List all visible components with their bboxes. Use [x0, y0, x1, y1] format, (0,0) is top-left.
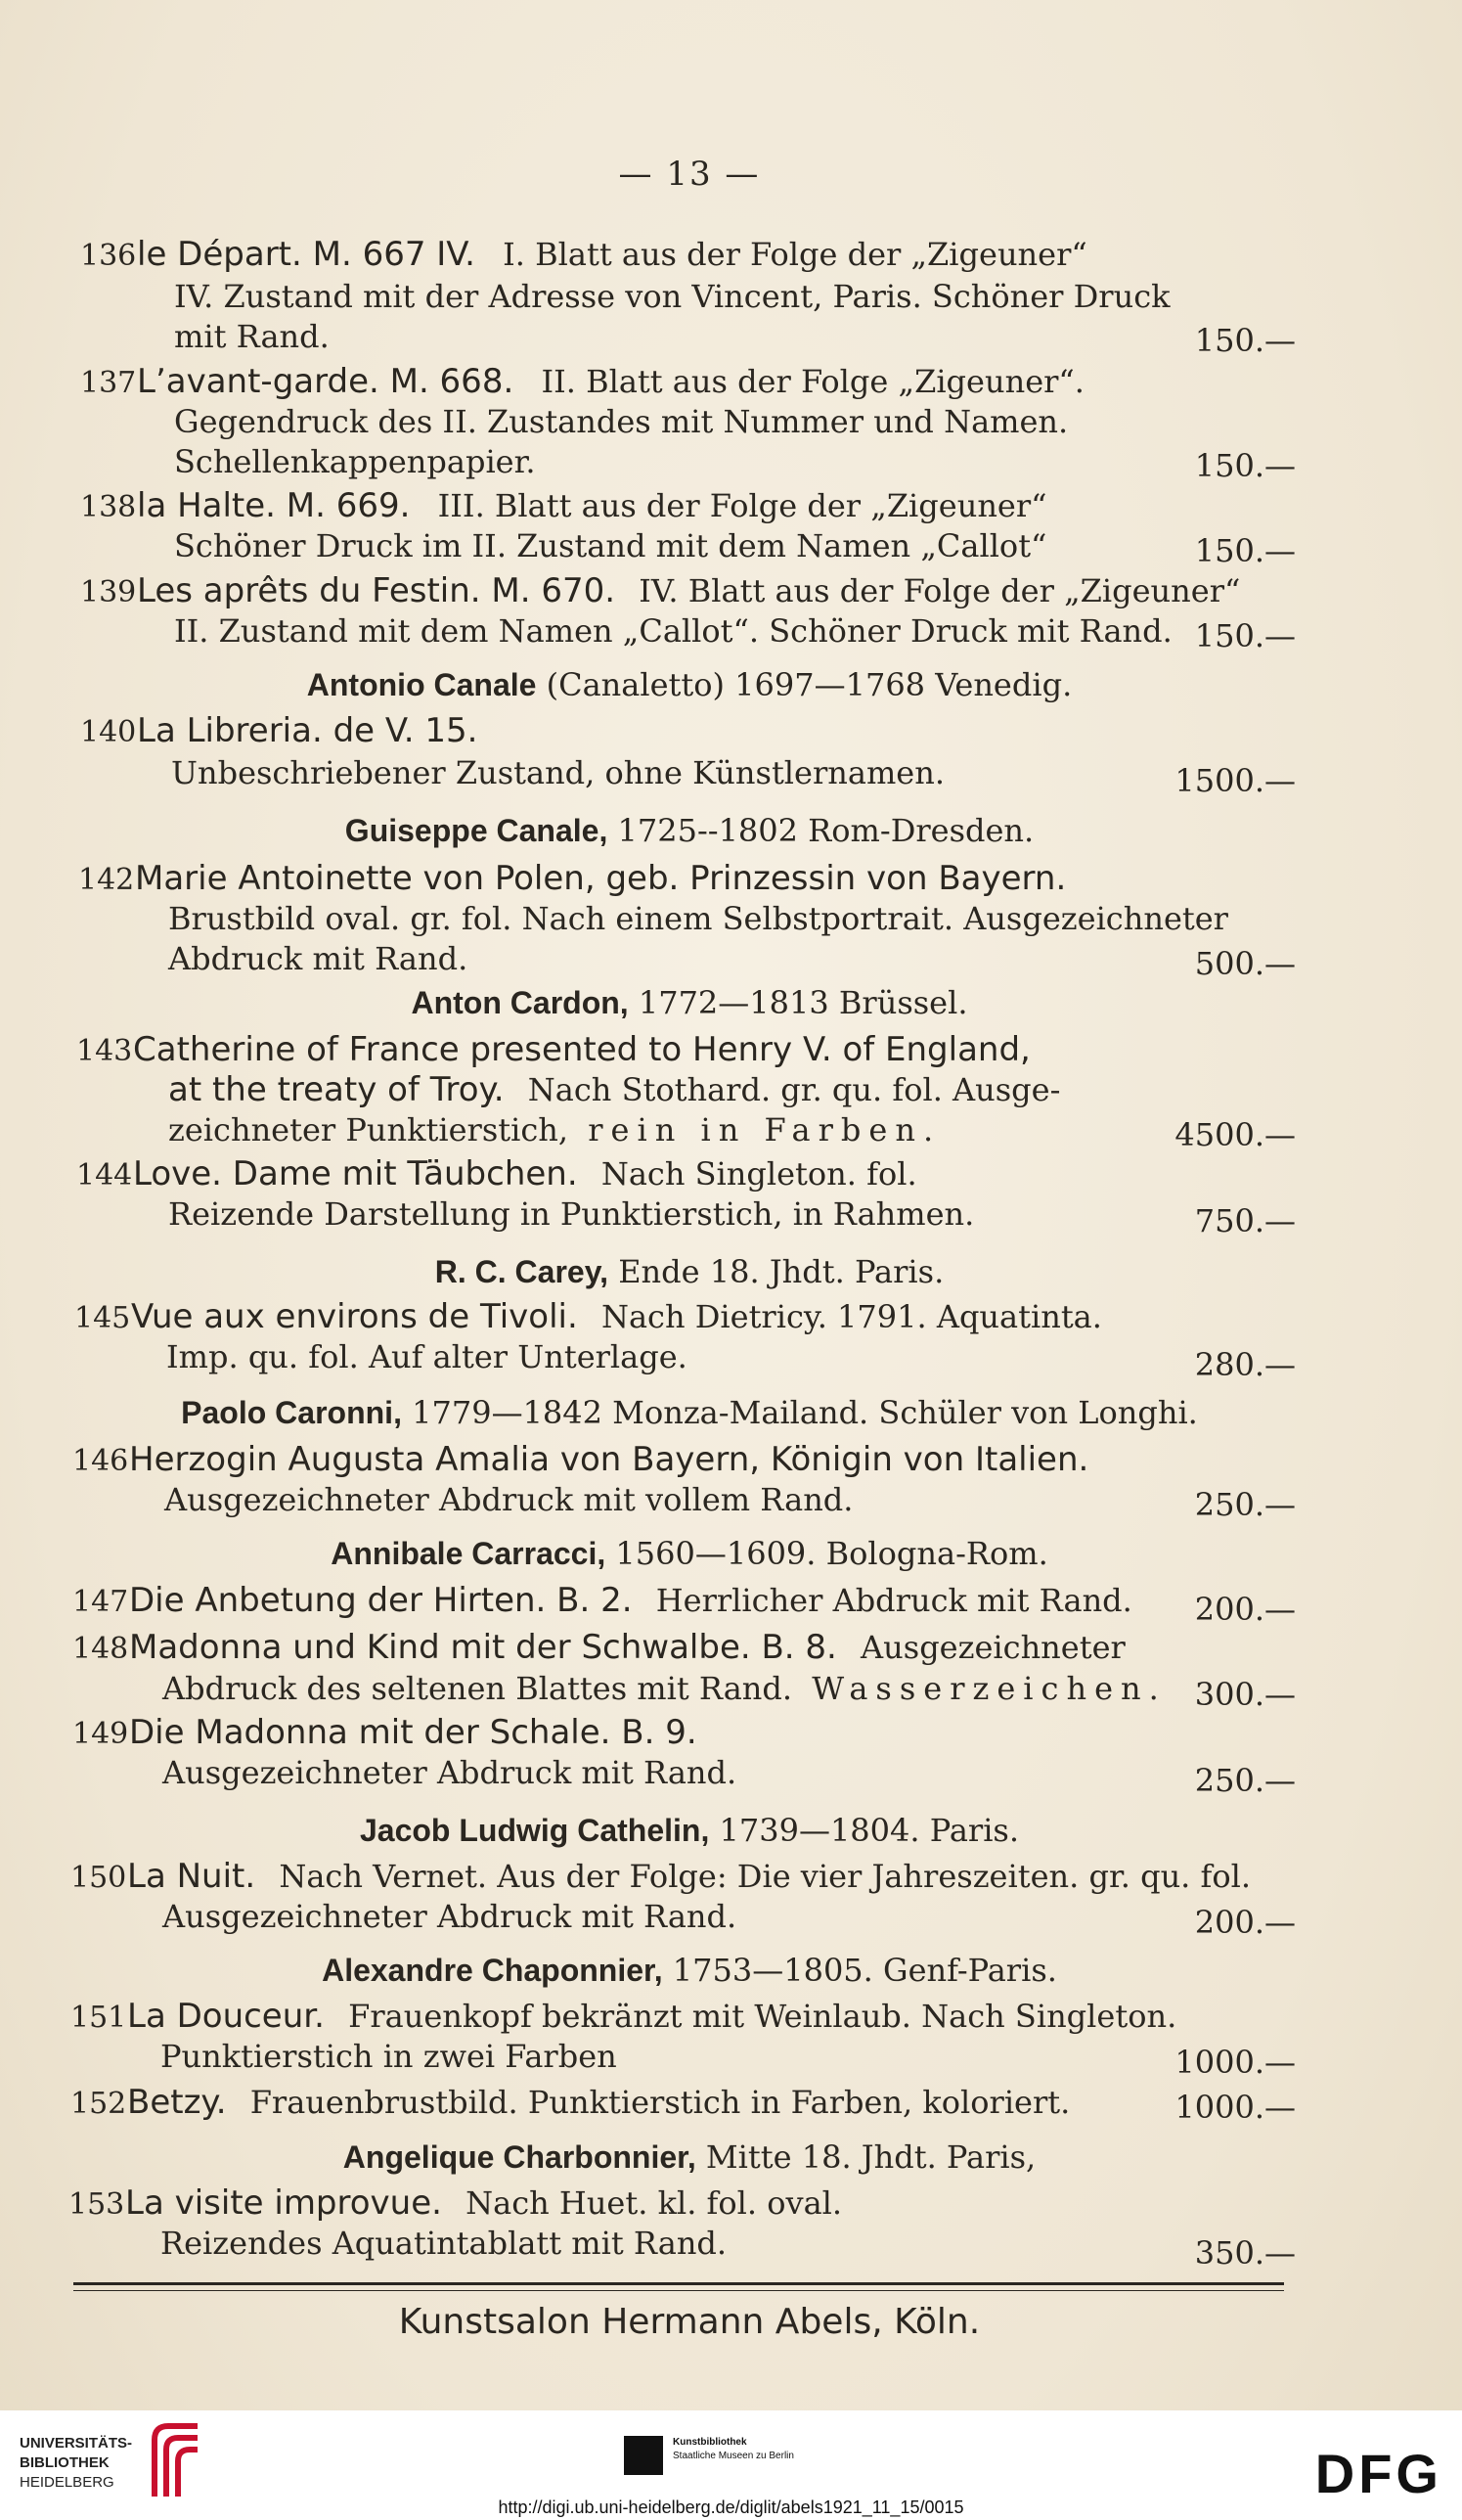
lot-title: Vue aux environs de Tivoli.: [131, 1297, 578, 1336]
list-item: [80, 571, 1240, 612]
lot-price: 250.—: [1194, 1486, 1296, 1523]
lot-text: Reizende Darstellung in Punktierstich, in Rahmen.: [168, 1195, 975, 1233]
artist-name: Paolo Caronni,: [181, 1395, 402, 1430]
artist-dates: 1772—1813 Brüssel.: [638, 984, 968, 1021]
ub-emblem-icon: [147, 2420, 205, 2502]
lot-text: Abdruck des seltenen Blattes mit Rand.: [162, 1670, 793, 1707]
kb-logo-line: Staatliche Museen zu Berlin: [673, 2451, 794, 2461]
artist-dates: (Canaletto) 1697—1768 Venedig.: [546, 666, 1073, 703]
lot-text: Frauenkopf bekränzt mit Weinlaub. Nach Singleton.: [348, 1998, 1177, 2035]
lot-text: Ausgezeichneter Abdruck mit vollem Rand.: [164, 1481, 854, 1518]
lot-text: Punktierstich in zwei Farben: [160, 2038, 617, 2075]
lot-title: le Départ. M. 667 IV.: [137, 235, 475, 274]
lot-text: Gegendruck des II. Zustandes mit Nummer und Namen.: [174, 403, 1069, 440]
artist-heading: [0, 1252, 1379, 1291]
lot-number: 148: [72, 1632, 129, 1666]
lot-title: Love. Dame mit Täubchen.: [133, 1154, 578, 1193]
dfg-logo: DFG: [1314, 2443, 1442, 2504]
artist-heading: [0, 2138, 1379, 2177]
lot-number: 152: [70, 2087, 127, 2121]
lot-title: Die Madonna mit der Schale. B. 9.: [129, 1713, 697, 1752]
lot-text: Wasserzeichen.: [812, 1670, 1167, 1707]
lot-title: at the treaty of Troy.: [168, 1070, 505, 1109]
footer-imprint: Kunstsalon Hermann Abels, Köln.: [398, 2302, 981, 2342]
lot-price: 150.—: [1194, 532, 1296, 569]
lot-text: Ausgezeichneter Abdruck mit Rand.: [162, 1754, 737, 1791]
lot-price: 150.—: [1194, 447, 1296, 484]
artist-name: Antonio Canale: [306, 667, 537, 702]
artist-heading: [0, 665, 1379, 704]
lot-number: 143: [76, 1034, 133, 1068]
lot-text: Abdruck mit Rand.: [168, 940, 468, 977]
list-item: [70, 1997, 1176, 2038]
lot-title: la Halte. M. 669.: [137, 486, 411, 525]
artist-heading: [0, 1393, 1379, 1432]
lot-number: 136: [80, 239, 137, 273]
list-item: [80, 362, 1085, 403]
list-item: [162, 1669, 1167, 1708]
lot-number: 147: [72, 1585, 129, 1619]
artist-dates: 1560—1609. Bologna-Rom.: [615, 1535, 1048, 1572]
lot-price: 280.—: [1194, 1346, 1296, 1383]
lot-title: Les aprêts du Festin. M. 670.: [137, 571, 616, 610]
lot-text: Nach Stothard. gr. qu. fol. Ausge-: [527, 1071, 1061, 1108]
lot-price: 150.—: [1194, 322, 1296, 359]
ub-logo-line: BIBLIOTHEK: [20, 2454, 110, 2471]
ub-heidelberg-logo: [20, 2434, 132, 2493]
lot-text: Nach Huet. kl. fol. oval.: [465, 2184, 843, 2222]
lot-title: Herzogin Augusta Amalia von Bayern, Königin von Italien.: [129, 1440, 1089, 1479]
lot-text: II. Blatt aus der Folge „Zigeuner“.: [541, 363, 1085, 400]
artist-name: Annibale Carracci,: [331, 1536, 606, 1571]
lot-price: 200.—: [1194, 1904, 1296, 1941]
lot-number: 139: [80, 575, 137, 609]
lot-price: 200.—: [1194, 1591, 1296, 1628]
lot-text: rein in Farben.: [588, 1111, 942, 1148]
lot-number: 138: [80, 490, 137, 524]
lot-title: Die Anbetung der Hirten. B. 2.: [129, 1581, 633, 1620]
list-item: [78, 859, 1066, 900]
artist-name: Jacob Ludwig Cathelin,: [359, 1813, 710, 1848]
list-item: [80, 711, 477, 752]
lot-title: La Libreria. de V. 15.: [137, 711, 478, 750]
list-item: [70, 1857, 1251, 1898]
lot-price: 1500.—: [1174, 762, 1296, 799]
page-number: — 13 —: [618, 155, 761, 194]
lot-text: zeichneter Punktierstich,: [168, 1111, 569, 1148]
artist-heading: [0, 811, 1379, 850]
lot-number: 153: [68, 2187, 125, 2222]
lot-text: Ausgezeichneter Abdruck mit Rand.: [162, 1898, 737, 1935]
lot-text: Ausgezeichneter: [861, 1629, 1126, 1666]
artist-name: Guiseppe Canale,: [344, 813, 608, 848]
artist-name: Alexandre Chaponnier,: [322, 1953, 663, 1988]
list-item: [72, 1628, 1126, 1669]
lot-title: Betzy.: [127, 2083, 227, 2122]
list-item: [168, 1110, 941, 1149]
lot-title: Madonna und Kind mit der Schwalbe. B. 8.: [129, 1628, 837, 1667]
digitization-bar: [0, 2410, 1462, 2520]
list-item: [80, 486, 1047, 527]
kb-logo-line: Kunstbibliothek: [673, 2437, 747, 2448]
artist-dates: 1739—1804. Paris.: [719, 1812, 1020, 1849]
lot-text: mit Rand.: [174, 318, 330, 355]
ub-logo-line: UNIVERSITÄTS-: [20, 2435, 133, 2452]
lot-title: Catherine of France presented to Henry V. of England,: [133, 1030, 1031, 1069]
artist-dates: 1725--1802 Rom-Dresden.: [617, 812, 1035, 849]
lot-title: La Nuit.: [127, 1857, 256, 1896]
artist-heading: [0, 1534, 1379, 1573]
kunstbibliothek-emblem-icon: [624, 2436, 663, 2475]
list-item: [70, 2083, 1070, 2124]
lot-text: Schellenkappenpapier.: [174, 443, 536, 480]
lot-text: IV. Blatt aus der Folge der „Zigeuner“: [639, 572, 1241, 609]
list-item: [72, 1713, 697, 1754]
artist-dates: Ende 18. Jhdt. Paris.: [618, 1253, 945, 1290]
lot-text: IV. Zustand mit der Adresse von Vincent, Paris. Schöner Druck: [174, 278, 1171, 315]
list-item: [168, 1070, 1060, 1109]
lot-price: 250.—: [1194, 1762, 1296, 1799]
lot-text: Nach Vernet. Aus der Folge: Die vier Jahreszeiten. gr. qu. fol.: [279, 1858, 1252, 1895]
list-item: [68, 2183, 842, 2225]
artist-name: R. C. Carey,: [434, 1254, 609, 1289]
lot-number: 142: [78, 863, 135, 897]
lot-text: II. Zustand mit dem Namen „Callot“. Schöner Druck mit Rand.: [174, 612, 1173, 650]
artist-name: Anton Cardon,: [411, 985, 629, 1020]
lot-number: 150: [70, 1861, 127, 1895]
lot-text: Schöner Druck im II. Zustand mit dem Namen „Callot“: [174, 527, 1047, 564]
lot-title: Marie Antoinette von Polen, geb. Prinzessin von Bayern.: [135, 859, 1067, 898]
lot-text: Frauenbrustbild. Punktierstich in Farben, koloriert.: [249, 2084, 1071, 2121]
lot-text: Reizendes Aquatintablatt mit Rand.: [160, 2225, 728, 2262]
list-item: [72, 1581, 1132, 1622]
artist-dates: 1753—1805. Genf-Paris.: [672, 1952, 1057, 1989]
ub-logo-line: HEIDELBERG: [20, 2474, 114, 2491]
lot-text: Herrlicher Abdruck mit Rand.: [655, 1582, 1132, 1619]
list-item: [76, 1154, 917, 1195]
lot-text: Nach Singleton. fol.: [600, 1155, 917, 1192]
list-item: [76, 1030, 1031, 1071]
lot-number: 151: [70, 2001, 127, 2035]
lot-number: 145: [74, 1301, 131, 1335]
lot-text: Nach Dietricy. 1791. Aquatinta.: [600, 1298, 1102, 1335]
artist-heading: [0, 1951, 1379, 1990]
list-item: [80, 235, 1087, 276]
artist-dates: 1779—1842 Monza-Mailand. Schüler von Longhi.: [412, 1394, 1198, 1431]
lot-price: 4500.—: [1174, 1116, 1296, 1153]
lot-price: 750.—: [1194, 1202, 1296, 1239]
source-url-link[interactable]: http://digi.ub.uni-heidelberg.de/diglit/abels1921_11_15/0015: [498, 2498, 964, 2517]
lot-number: 140: [80, 715, 137, 749]
lot-price: 500.—: [1194, 945, 1296, 982]
lot-title: La Douceur.: [127, 1997, 325, 2036]
artist-heading: [0, 983, 1379, 1022]
lot-price: 300.—: [1194, 1676, 1296, 1713]
lot-title: L’avant-garde. M. 668.: [137, 362, 514, 401]
artist-dates: Mitte 18. Jhdt. Paris,: [705, 2138, 1037, 2176]
lot-price: 150.—: [1194, 617, 1296, 654]
lot-price: 1000.—: [1174, 2044, 1296, 2081]
footer-rule-thin: [73, 2290, 1284, 2291]
lot-number: 146: [72, 1444, 129, 1478]
lot-text: III. Blatt aus der Folge der „Zigeuner“: [437, 487, 1047, 524]
lot-number: 149: [72, 1717, 129, 1751]
lot-number: 144: [76, 1158, 133, 1192]
lot-text: Imp. qu. fol. Auf alter Unterlage.: [166, 1338, 687, 1375]
lot-title: La visite improvue.: [125, 2183, 442, 2223]
artist-name: Angelique Charbonnier,: [342, 2139, 696, 2175]
lot-price: 1000.—: [1174, 2089, 1296, 2126]
footer-rule: [73, 2282, 1284, 2285]
list-item: [72, 1440, 1088, 1481]
lot-text: I. Blatt aus der Folge der „Zigeuner“: [503, 236, 1087, 273]
lot-price: 350.—: [1194, 2234, 1296, 2272]
list-item: [74, 1297, 1102, 1338]
artist-heading: [0, 1811, 1379, 1850]
lot-text: Unbeschriebener Zustand, ohne Künstlernamen.: [171, 754, 946, 791]
lot-text: Brustbild oval. gr. fol. Nach einem Selbstportrait. Ausgezeichneter: [168, 900, 1228, 937]
lot-number: 137: [80, 366, 137, 400]
